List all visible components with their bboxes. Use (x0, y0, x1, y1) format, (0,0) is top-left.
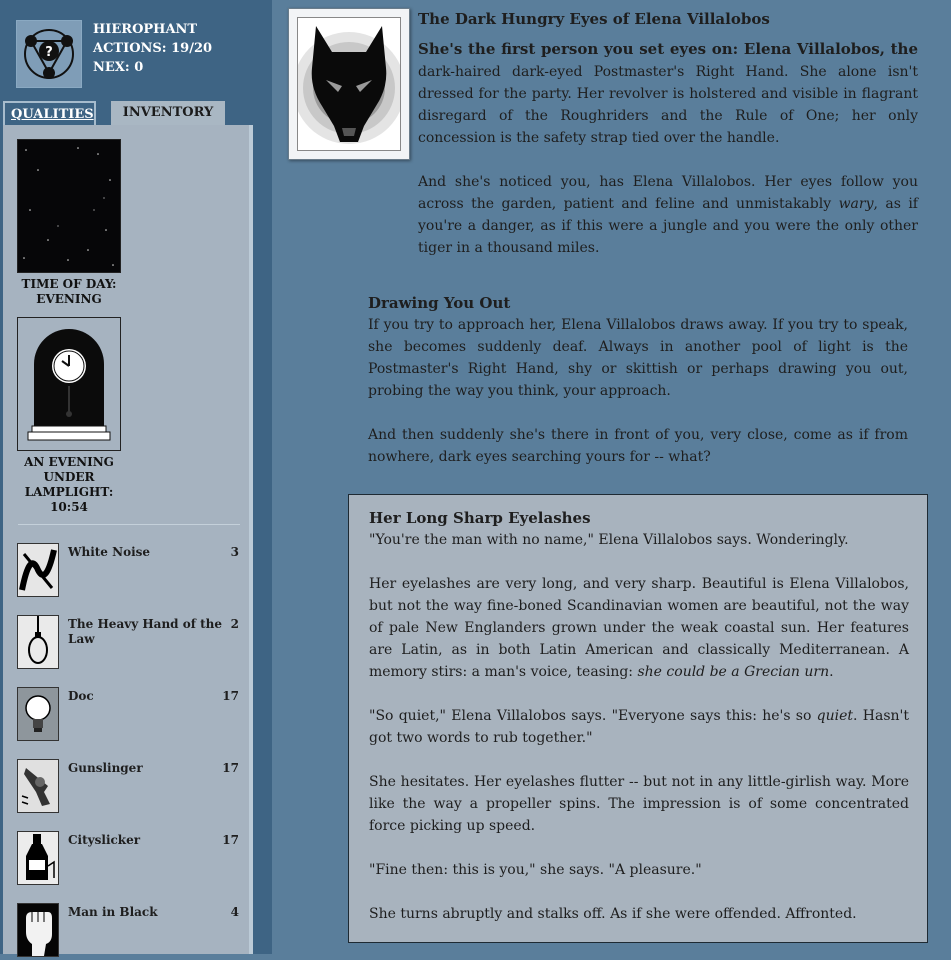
storylet-p1-rest: dark-haired dark-eyed Postmaster's Right Hand. She alone isn't dressed for the party. Her revolver is holstered and visible in flagrant disregard of the Roughriders and the Rule of One; her only concession is the safety strap tied over the handle. (418, 64, 918, 146)
quality-name: Gunslinger (68, 761, 143, 775)
hierophant-avatar-icon[interactable] (16, 20, 82, 88)
quality-row-white-noise[interactable] (17, 543, 241, 599)
result-paragraph-4: She hesitates. Her eyelashes flutter -- but not in any little-girlish way. More like the way a propeller spins. The impression is of some concentrated force picking up speed. (369, 774, 909, 834)
quality-name: Cityslicker (68, 833, 141, 847)
quality-value: 17 (222, 689, 239, 703)
nex-counter: NEX: 0 (93, 60, 144, 75)
result-paragraph-2 (369, 573, 909, 683)
result-p2-em: she could be a Grecian urn (637, 664, 830, 680)
result-paragraph-1: "You're the man with no name," Elena Villalobos says. Wonderingly. (369, 532, 849, 548)
result-p3-b: . Hasn't got two words to rub together." (369, 708, 909, 746)
storylet-description (418, 38, 918, 149)
result-p3-a: "So quiet," Elena Villalobos says. "Everyone says this: he's so (369, 708, 817, 724)
quality-row-gunslinger[interactable] (17, 759, 241, 815)
result-box (348, 494, 928, 943)
quality-row-doc[interactable] (17, 687, 241, 743)
quality-name: Man in Black (68, 905, 158, 919)
quality-name: White Noise (68, 545, 151, 559)
result-p3-em: quiet (816, 708, 854, 724)
quality-value: 4 (230, 905, 239, 919)
result-paragraph-3 (369, 705, 909, 749)
result-p2-b: . (829, 664, 834, 680)
quality-value: 3 (230, 545, 239, 559)
fist-icon (17, 903, 59, 957)
branch-paragraph-2: And then suddenly she's there in front of you, very close, come as if from nowhere, dark eyes searching yours for -- what? (368, 427, 908, 465)
bottle-icon (17, 831, 59, 885)
storylet-paragraph-2 (418, 171, 918, 259)
time-of-day-label: TIME OF DAY: EVENING (21, 277, 117, 306)
actions-counter: ACTIONS: 19/20 (93, 41, 213, 56)
evening-lamplight-label: AN EVENING UNDER LAMPLIGHT: 10:54 (24, 455, 114, 514)
storylet-lead: She's the first person you set eyes on: Elena Villalobos, the (418, 40, 918, 58)
character-name: HIEROPHANT (93, 22, 198, 37)
storylet-p2-b: , as if you're a danger, as if this were a jungle and you were the only other tiger in a thousand miles. (418, 196, 918, 256)
quality-name: The Heavy Hand of the Law (68, 617, 222, 646)
storylet-image (288, 8, 410, 160)
character-info (93, 20, 212, 77)
quality-row-heavy-hand[interactable] (17, 615, 241, 671)
quality-value: 2 (230, 617, 239, 631)
branch-title: Drawing You Out (368, 294, 511, 312)
branch-paragraph-1: If you try to approach her, Elena Villalobos draws away. If you try to speak, she becomes suddenly deaf. Always in another pool of light is the Postmaster's Right Hand, shy or skittish or perhaps drawing you out, probing the way you think, your approach. (368, 317, 908, 399)
storylet-p2-em: wary (838, 196, 874, 212)
quality-value: 17 (222, 833, 239, 847)
result-p2-a: Her eyelashes are very long, and very sharp. Beautiful is Elena Villalobos, but not the way fine-boned Scandinavian women are beautiful, not the way of pale New Englanders grown under the weak coastal sun. Her features are Latin, as in both Latin American and classically Mediterranean. A memory stirs: a man's voice, teasing: (369, 576, 909, 680)
result-paragraph-6: She turns abruptly and stalks off. As if she were offended. Affronted. (369, 906, 857, 922)
quality-value: 17 (222, 761, 239, 775)
status-card-time-of-day[interactable] (13, 139, 125, 307)
white-noise-icon (17, 543, 59, 597)
clock-icon (17, 317, 121, 451)
tab-inventory[interactable]: INVENTORY (111, 101, 225, 125)
quality-row-cityslicker[interactable] (17, 831, 241, 887)
noose-icon (17, 615, 59, 669)
result-title: Her Long Sharp Eyelashes (369, 509, 591, 527)
lightbulb-icon (17, 687, 59, 741)
wolf-mask-icon (297, 17, 401, 151)
qualities-panel (3, 125, 253, 954)
storylet-title: The Dark Hungry Eyes of Elena Villalobos (418, 10, 770, 28)
revolver-icon (17, 759, 59, 813)
quality-name: Doc (68, 689, 94, 703)
divider (18, 524, 240, 525)
main-content (272, 0, 951, 954)
tab-qualities[interactable]: QUALITIES (3, 101, 96, 125)
storylet-p2-a: And she's noticed you, has Elena Villalobos. Her eyes follow you across the garden, patient and feline and unmistakably (418, 174, 918, 212)
sidebar (0, 0, 272, 954)
branch-section (368, 292, 908, 468)
svg-text:?: ? (45, 45, 53, 60)
quality-row-man-in-black[interactable] (17, 903, 241, 959)
moon-icon (17, 139, 121, 273)
result-paragraph-5: "Fine then: this is you," she says. "A pleasure." (369, 862, 702, 878)
status-card-evening-lamplight[interactable] (13, 317, 125, 515)
